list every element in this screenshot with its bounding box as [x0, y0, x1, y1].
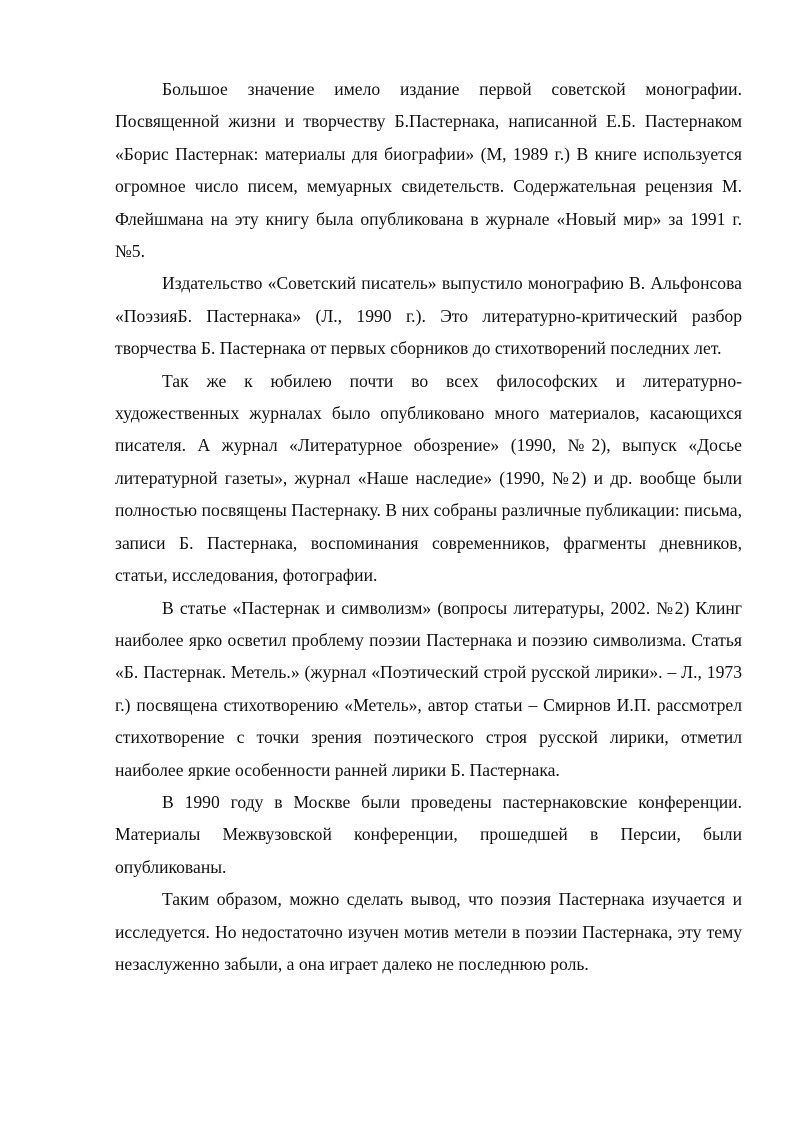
paragraph-journals: Так же к юбилею почти во всех философских и литературно-художественных журналах было опубликовано много материалов, касающихся писателя. А журнал «Литературное обозрение» (1990, №2), выпуск «Досье литературной газеты», журнал «Наше наследие» (1990, №2) и др. вообще были полностью посвящены Пастернаку. В них собраны различные публикации: письма, записи Б. Пастернака, воспоминания современников, фрагменты дневников, статьи, исследования, фотографии. [115, 370, 742, 586]
paragraph-publisher: Издательство «Советский писатель» выпустило монографию В. Альфонсова «ПоэзияБ. Пастернака» (Л., 1990 г.). Это литературно-критический разбор творчества Б. Пастернака от первых сборников до стихотворений последних лет. [115, 273, 742, 359]
paragraph-conferences: В 1990 году в Москве были проведены пастернаковские конференции. Материалы Межвузовской конференции, прошедшей в Персии, были опубликованы. [115, 791, 742, 877]
document-body [115, 73, 742, 980]
paragraph-symbolism: В статье «Пастернак и символизм» (вопросы литературы, 2002. №2) Клинг наиболее ярко осветил проблему поэзии Пастернака и поэзию символизма. Статья «Б. Пастернак. Метель.» (журнал «Поэтический строй русской лирики». – Л., 1973 г.) посвящена стихотворению «Метель», автор статьи – Смирнов И.П. рассмотрел стихотворение с точки зрения поэтического строя русской лирики, отметил наиболее яркие особенности ранней лирики Б. Пастернака. [115, 597, 742, 780]
paragraph-monograph: Большое значение имело издание первой советской монографии. Посвященной жизни и творчеству Б.Пастернака, написанной Е.Б. Пастернаком «Борис Пастернак: материалы для биографии» (М, 1989 г.) В книге используется огромное число писем, мемуарных свидетельств. Содержательная рецензия М. Флейшмана на эту книгу была опубликована в журнале «Новый мир» за 1991 г. №5. [115, 79, 742, 262]
paragraph-conclusion: Таким образом, можно сделать вывод, что поэзия Пастернака изучается и исследуется. Но недостаточно изучен мотив метели в поэзии Пастернака, эту тему незаслуженно забыли, а она играет далеко не последнюю роль. [115, 889, 742, 974]
